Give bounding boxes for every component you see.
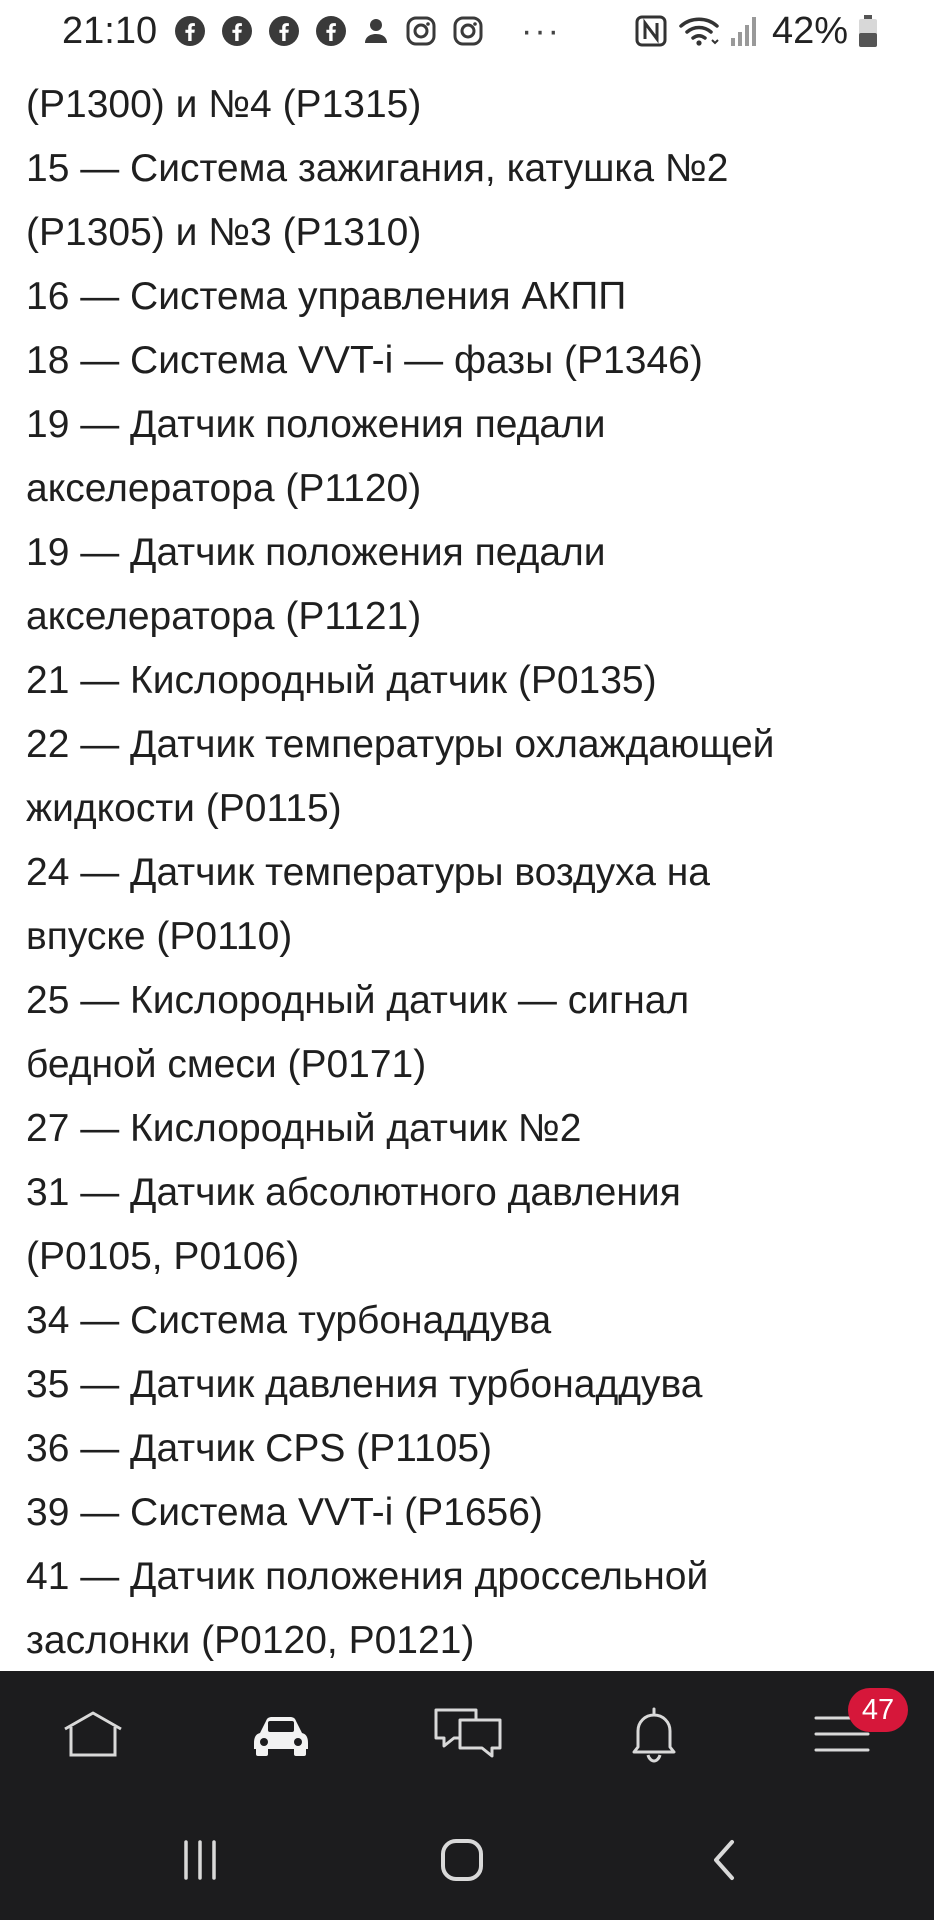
recents-icon (178, 1838, 222, 1882)
facebook-icon (268, 15, 300, 47)
article-line: впуске (P0110) (26, 915, 293, 958)
nav-messages-button[interactable] (430, 1701, 506, 1767)
chat-icon (432, 1706, 504, 1762)
article-line: 24 — Датчик температуры воздуха на (26, 851, 710, 894)
article-line: 31 — Датчик абсолютного давления (26, 1171, 681, 1214)
article-line: акселератора (P1120) (26, 467, 422, 510)
car-icon (246, 1709, 316, 1759)
article-line: (P0105, P0106) (26, 1235, 300, 1278)
article-line: 19 — Датчик положения педали (26, 531, 606, 574)
battery-percent: 42% (771, 10, 848, 52)
article-line: акселератора (P1121) (26, 595, 422, 638)
article-line: 39 — Система VVT-i (P1656) (26, 1491, 543, 1534)
instagram-icon (452, 15, 484, 47)
article-line: 41 — Датчик положения дроссельной (26, 1555, 709, 1598)
nav-notifications-button[interactable] (616, 1701, 692, 1767)
facebook-icon (221, 15, 253, 47)
article-line: 18 — Система VVT-i — фазы (P1346) (26, 339, 703, 382)
article-line: 27 — Кислородный датчик №2 (26, 1107, 582, 1150)
article-line: 21 — Кислородный датчик (P0135) (26, 659, 657, 702)
article-line: 34 — Система турбонаддува (26, 1299, 552, 1342)
recents-button[interactable] (170, 1830, 230, 1890)
status-bar (0, 0, 934, 62)
signal-icon (730, 14, 758, 48)
article-line: 25 — Кислородный датчик — сигнал (26, 979, 690, 1022)
article-line: 22 — Датчик температуры охлаждающей (26, 723, 775, 766)
system-home-button[interactable] (432, 1830, 492, 1890)
notification-icons (174, 14, 561, 48)
system-status-icons (634, 12, 878, 50)
back-icon (704, 1836, 744, 1884)
facebook-icon (315, 15, 347, 47)
more-notifications-icon: ··· (521, 12, 561, 50)
menu-badge-count: 47 (848, 1688, 908, 1732)
home-button-icon (438, 1836, 486, 1884)
article-line: заслонки (P0120, P0121) (26, 1619, 475, 1662)
instagram-icon (405, 15, 437, 47)
app-bottom-nav (0, 1671, 934, 1798)
bell-icon (626, 1705, 682, 1763)
article-line: (P1300) и №4 (P1315) (26, 83, 422, 126)
back-button[interactable] (694, 1830, 754, 1890)
article-line: 36 — Датчик CPS (P1105) (26, 1427, 493, 1470)
article-content (26, 73, 906, 1671)
article-line: 35 — Датчик давления турбонаддува (26, 1363, 703, 1406)
person-icon (362, 15, 390, 47)
article-line: (P1305) и №3 (P1310) (26, 211, 422, 254)
article-line: 16 — Система управления АКПП (26, 275, 627, 318)
nav-garage-button[interactable] (243, 1701, 319, 1767)
article-line: бедной смеси (P0171) (26, 1043, 427, 1086)
home-icon (60, 1709, 126, 1759)
facebook-icon (174, 15, 206, 47)
article-line: 15 — Система зажигания, катушка №2 (26, 147, 729, 190)
article-line: жидкости (P0115) (26, 787, 342, 830)
nfc-icon (634, 14, 668, 48)
battery-icon (858, 14, 878, 48)
status-time: 21:10 (62, 10, 158, 52)
nav-home-button[interactable] (55, 1701, 131, 1767)
article-line: 19 — Датчик положения педали (26, 403, 606, 446)
system-nav-bar (0, 1798, 934, 1920)
wifi-icon (678, 14, 720, 48)
